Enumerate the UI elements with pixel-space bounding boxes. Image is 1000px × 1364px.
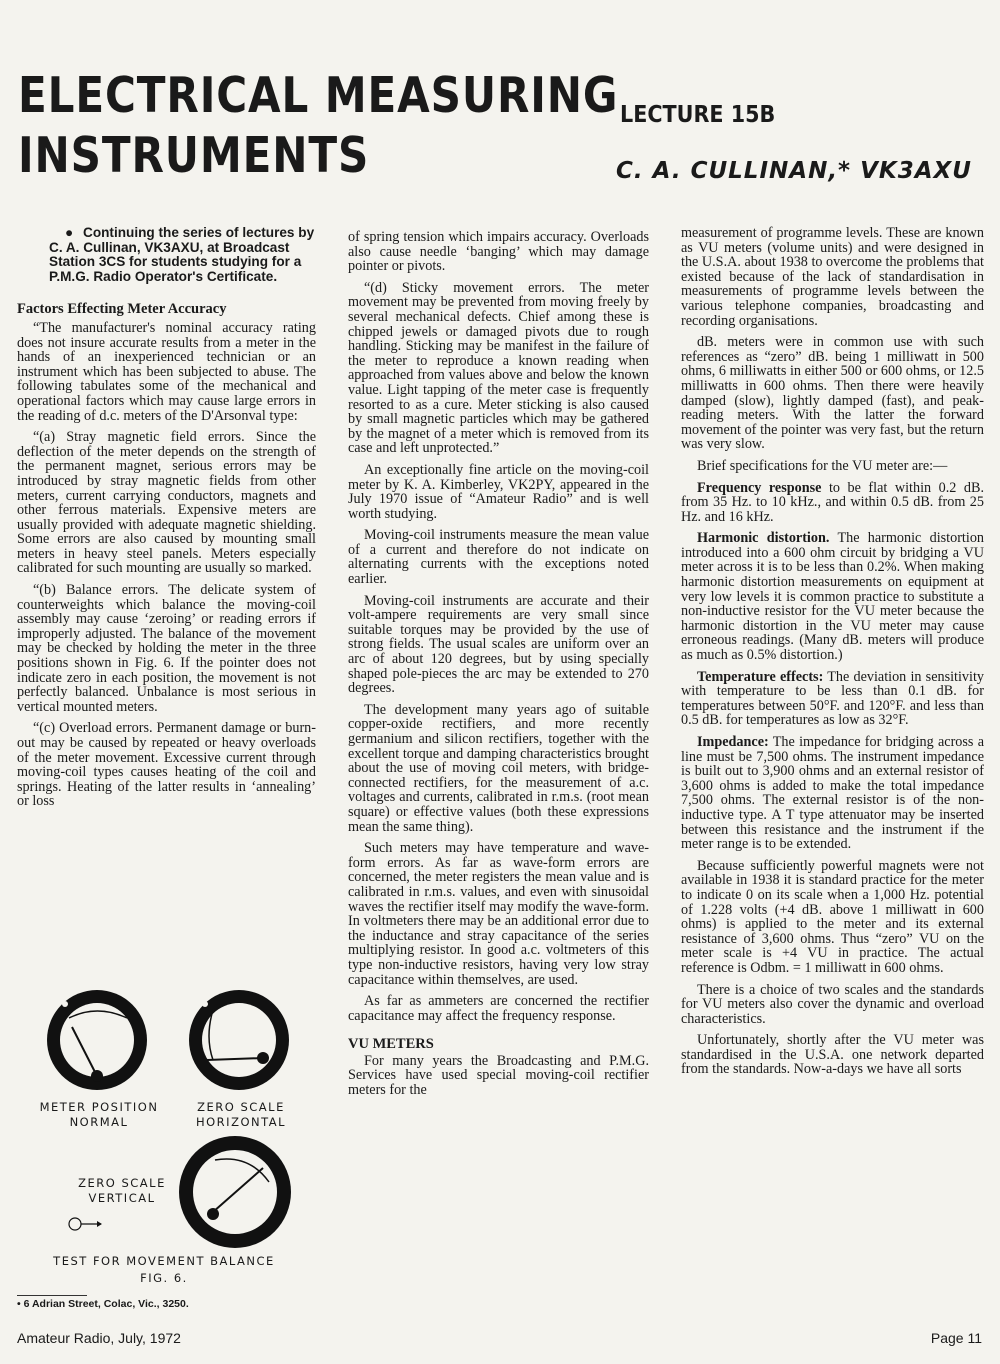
paragraph: Moving-coil instruments are accurate and their volt-ampere requirements are very small since suitable torques may be provided by the use of strong fields. The usual scales are uniform over an arc of about 120 degrees, but by using specially shaped pole-pieces the arc may be extended to 270 degrees. (348, 592, 649, 697)
lecture-number: LECTURE 15B (620, 102, 776, 128)
spec-label: Frequency response (697, 479, 822, 496)
article-title (18, 66, 618, 186)
spec-text: The harmonic distortion introduced into a 600 ohm circuit by bridging a VU meter across it is to be less than 0.2%. When making harmonic distortion measurements on equipment at very low levels it is common practice to substitute a non-inductive resistor for the VU meter because the harmonic distortion in the VU meter may cause erroneous readings. (Many dB. meters will produce as much as 0.5% distortion.) (681, 530, 985, 664)
footnote-rule (17, 1295, 87, 1296)
spec-text: to be flat within 0.2 dB. from 35 Hz. to 10 kHz., and within 0.5 dB. from 25 Hz. and 16 kHz. (681, 479, 984, 525)
paragraph: “(c) Overload errors. Permanent damage or burn-out may be caused by repeated or heavy overloads of the meter movement. Excessive current through moving-coil types causes heating of the coil and springs. Heating of the latter results in ‘annealing’ or loss (17, 720, 316, 810)
spec-label: Harmonic distortion. (697, 530, 830, 547)
title-line-2: INSTRUMENTS (18, 127, 370, 184)
paragraph: Moving-coil instruments measure the mean value of a current and therefore do not indicate on alternating currents with the exceptions noted earlier. (348, 527, 649, 588)
spec-label: Temperature effects: (697, 668, 824, 685)
paragraph: As far as ammeters are concerned the rectifier capacitance may affect the frequency response. (348, 993, 649, 1024)
column-3 (681, 226, 984, 1084)
section-heading: VU METERS (348, 1036, 434, 1053)
meter-vertical-icon (179, 1136, 291, 1248)
label-zero-vertical (57, 1176, 187, 1206)
spec-text: The impedance for bridging across a line must be 7,500 ohms. The instrument impedance is built out to 3,900 ohms and an external resistor of 3,600 ohms is added to make the total impedance 7,500 ohms. The external resistor is of the non-inductive type. A T type attenuator may be inserted between this resistance and the instrument if the meter range is to be extended. (681, 734, 984, 853)
spec-label: Impedance: (697, 734, 769, 750)
paragraph: An exceptionally fine article on the moving-coil meter by K. A. Kimberley, VK2PY, appeared in the July 1970 issue of “Amateur Radio” and is well worth studying. (348, 461, 649, 522)
spec-temperature-effects (681, 670, 984, 728)
column-2 (348, 230, 649, 1105)
paragraph: “(a) Stray magnetic field errors. Since the deflection of the meter depends on the strength of the permanent magnet, serious errors may be introduced by stray magnetic fields from other meters, current carrying conductors, magnets and other ferrous materials. Expensive meters are usually provided with adequate magnetic shielding. Some errors are also caused by mounting small meters in heavy steel panels. Meters especially calibrated for such mounting are usually so marked. (17, 429, 316, 577)
paragraph: dB. meters were in common use with such references as “zero” dB. being 1 milliwatt in 500 ohms, 6 milliwatts in either 500 or 600 ohms, or 12.5 milliwatts in 600 ohms. Then there were heavily damped (slow), lightly damped (fast), and peak-reading meters. With the latter the forward movement of the pointer was very fast, but the return was very slow. (681, 334, 984, 453)
label-zero-horizontal (181, 1100, 301, 1130)
spec-frequency-response (681, 481, 984, 525)
section-heading: Factors Effecting Meter Accuracy (17, 301, 227, 318)
intro-text: Continuing the series of lectures by C. A. Cullinan, VK3AXU, at Broadcast Station 3CS for students studying for a P.M.G. Radio Operator's Certificate. (49, 225, 315, 284)
paragraph: Unfortunately, shortly after the VU meter was standardised in the U.S.A. one network departed from the standards. Now-a-days we have all sorts (681, 1032, 984, 1078)
paragraph: The development many years ago of suitable copper-oxide rectifiers, and more recently germanium and silicon rectifiers, together with the excellent torque and damping characteristics brought about the use of moving coil meters, with bridge-connected rectifiers, for the measurement of a.c. voltages and currents, calibrated in r.m.s. (root mean square) or effective values (both these expressions mean the same thing). (348, 701, 649, 835)
paragraph: There is a choice of two scales and the standards for VU meters also cover the dynamic and overload characteristics. (681, 981, 984, 1027)
label-text: ZERO SCALE HORIZONTAL (195, 1100, 287, 1129)
figure-caption (39, 1254, 289, 1286)
spec-text: The deviation in sensitivity with temperature to be less than 0.1 dB. for temperatures between 50°F. and 120°F. and less than 0.5 dB. for temperatures as low as 32°F. (681, 668, 984, 729)
caption-line-2: FIG. 6. (140, 1271, 188, 1285)
paragraph: of spring tension which impairs accuracy. Overloads also cause needle ‘banging’ which may damage pointer or pivots. (348, 229, 649, 275)
caption-line-1: TEST FOR MOVEMENT BALANCE (53, 1254, 275, 1268)
label-meter-normal (19, 1100, 179, 1130)
spec-impedance (681, 735, 984, 852)
label-text: METER POSITION NORMAL (39, 1100, 159, 1129)
title-line-1: ELECTRICAL MEASURING (18, 67, 619, 124)
meter-normal-icon (47, 990, 147, 1090)
paragraph: Brief specifications for the VU meter are:— (697, 457, 948, 474)
paragraph: “The manufacturer's nominal accuracy rating does not insure accurate results from a meter in the hands of an inexperienced technician or an instrument which has been subjected to abuse. The following tabulates some of the mechanical and operational factors which may cause large errors in the reading of d.c. meters of the D'Arsonval type: (17, 319, 316, 424)
paragraph: Because sufficiently powerful magnets were not available in 1938 it is standard practice for the meter to indicate 0 on its scale when a 1,000 Hz. potential of 1.228 volts (+4 dB. above 1 milliwatt in 600 ohms) is applied to the meter and its external resistance of 3,600 ohms. Thus “zero” VU on the meter scale is +4 VU in practice. The actual reference is Odbm. = 1 milliwatt in 600 ohms. (681, 857, 984, 976)
footer-publication: Amateur Radio, July, 1972 (17, 1330, 181, 1346)
spec-harmonic-distortion (681, 531, 984, 662)
meter-horizontal-icon (189, 990, 289, 1090)
column-1 (17, 226, 316, 816)
paragraph: measurement of programme levels. These are known as VU meters (volume units) and were designed in the U.S.A. about 1938 to overcome the problems that existed because of the lack of standardisation in measurements of programme levels between the various telephone companies, broadcasting and recording organisations. (681, 225, 985, 329)
label-text: ZERO SCALE VERTICAL (78, 1176, 166, 1205)
footer-page-number: Page 11 (930, 1330, 982, 1346)
arrow-icon (69, 1218, 102, 1230)
paragraph: For many years the Broadcasting and P.M.G. Services have used special moving-coil rectifier meters for the (348, 1052, 649, 1099)
figure-6 (17, 982, 316, 1312)
paragraph: “(d) Sticky movement errors. The meter movement may be prevented from moving freely by several mechanical defects. Chief among these is chipped jewels or damaged pivots due to rough handling. Sticking may be manifest in the failure of the meter to reproduce a known reading when approached from values above and below the known value. Light tapping of the meter case is frequently resorted to as a cure. Meter sticking is also caused by small magnetic particles which may be gathered by the magnet of a meter which is removed from its case and left unprotected.” (348, 279, 649, 457)
author-byline: C. A. CULLINAN,* VK3AXU (616, 158, 972, 184)
paragraph: Such meters may have temperature and wave-form errors. As far as wave-form errors are concerned, the meter registers the mean value and is calibrated in r.m.s. values, and even with sinusoidal waves the rectifier itself may modify the wave-form. In voltmeters there may be an additional error due to the inductance and stray capacitance of the series multiplying resistor. In good a.c. voltmeters of this type non-inductive resistors, having very low stray capacitance within themselves, are used. (348, 840, 649, 988)
intro-blurb (17, 226, 316, 284)
bullet-icon: ● (65, 225, 74, 240)
footnote: • 6 Adrian Street, Colac, Vic., 3250. (17, 1298, 189, 1310)
paragraph: “(b) Balance errors. The delicate system of counterweights which balance the moving-coil assembly may cause ‘zeroing’ or reading errors if improperly adjusted. The balance of the movement may be checked by holding the meter in the three positions shown in Fig. 6. If the pointer does not indicate zero in each position, the movement is not perfectly balanced. Unbalance is most serious in vertical mounted meters. (17, 582, 316, 715)
